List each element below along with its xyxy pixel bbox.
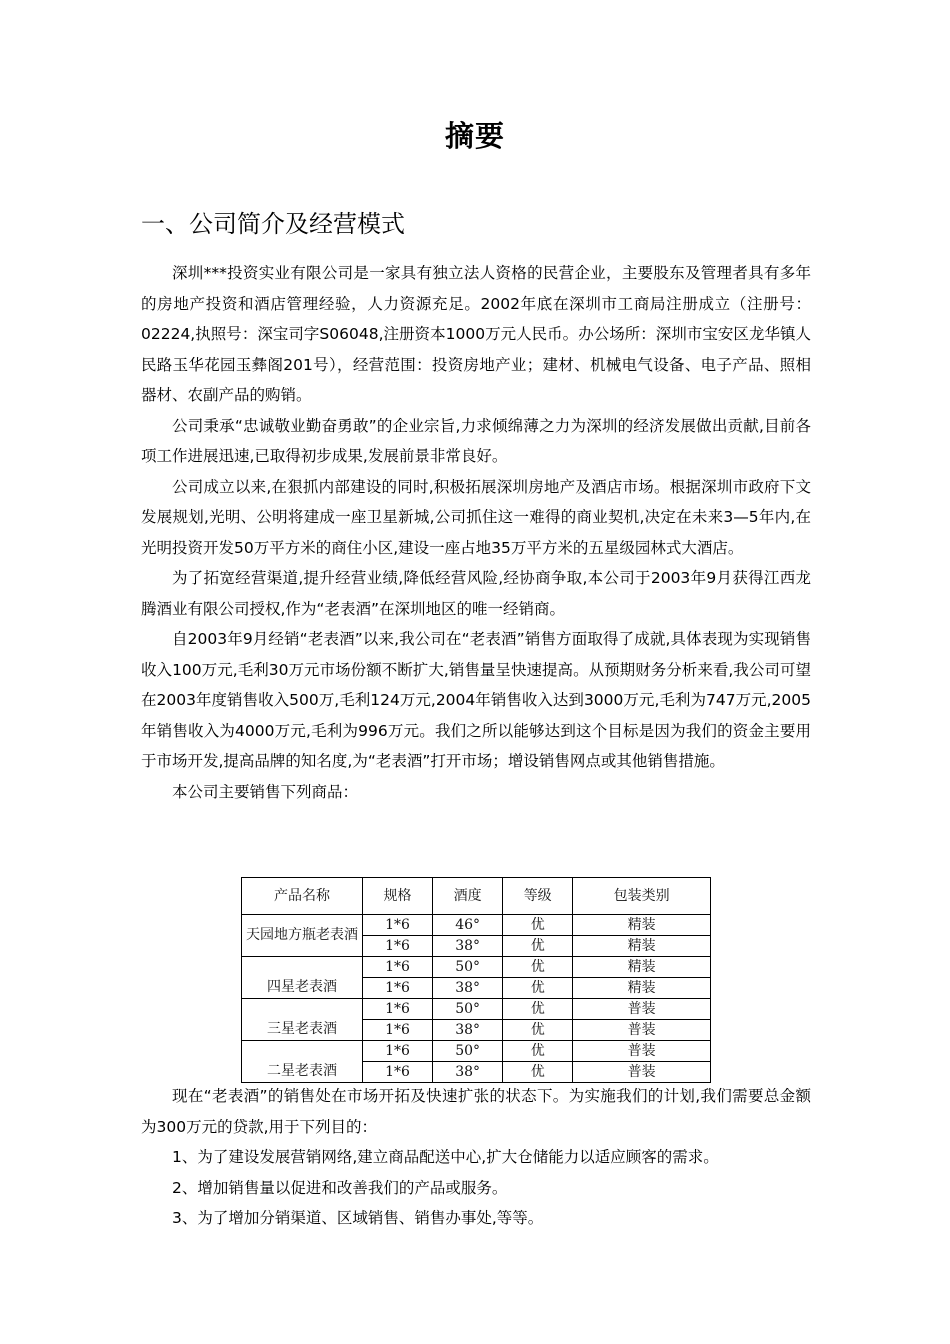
list-item: 1、为了建设发展营销网络,建立商品配送中心,扩大仓储能力以适应顾客的需求。 xyxy=(172,1148,719,1166)
table-cell: 50° xyxy=(433,1041,503,1062)
table-row xyxy=(242,1041,711,1062)
table-cell: 1*6 xyxy=(363,1062,433,1083)
loan-purpose-body xyxy=(141,1081,811,1234)
paragraph: 公司秉承“忠诚敬业勤奋勇敢”的企业宗旨,力求倾绵薄之力为深圳的经济发展做出贡献,目前各项工作进展迅速,已取得初步成果,发展前景非常良好。 xyxy=(141,416,811,465)
table-header-row xyxy=(242,878,711,915)
table-cell: 1*6 xyxy=(363,936,433,957)
column-header: 等级 xyxy=(503,878,573,915)
table-cell: 优 xyxy=(503,978,573,999)
table-row xyxy=(242,999,711,1020)
table-cell: 精装 xyxy=(573,978,711,999)
table-cell: 优 xyxy=(503,915,573,936)
intro-body xyxy=(141,258,811,807)
product-name-cell: 二星老表酒 xyxy=(242,1041,363,1083)
table-cell: 1*6 xyxy=(363,1020,433,1041)
paragraph: 为了拓宽经营渠道,提升经营业绩,降低经营风险,经协商争取,本公司于2003年9月获得江西龙腾酒业有限公司授权,作为“老表酒”在深圳地区的唯一经销商。 xyxy=(141,569,811,618)
table-cell: 普装 xyxy=(573,999,711,1020)
table-cell: 38° xyxy=(433,936,503,957)
table-cell: 普装 xyxy=(573,1062,711,1083)
product-table xyxy=(241,877,711,1083)
table-cell: 38° xyxy=(433,1020,503,1041)
table-cell: 1*6 xyxy=(363,1041,433,1062)
table-cell: 精装 xyxy=(573,915,711,936)
table-cell: 优 xyxy=(503,957,573,978)
table-cell: 46° xyxy=(433,915,503,936)
list-item: 2、增加销售量以促进和改善我们的产品或服务。 xyxy=(172,1178,508,1197)
table-cell: 1*6 xyxy=(363,999,433,1020)
table-cell: 50° xyxy=(433,957,503,978)
paragraph: 深圳***投资实业有限公司是一家具有独立法人资格的民营企业，主要股东及管理者具有多年的房地产投资和酒店管理经验，人力资源充足。2002年底在深圳市工商局注册成立（注册号：02224,执照号：深宝司字S06048,注册资本1000万元人民币。办公场所：深圳市宝安区龙华镇人民路玉华花园玉彝阁201号），经营范围：投资房地产业；建材、机械电气设备、电子产品、照相器材、农副产品的购销。 xyxy=(141,264,811,404)
column-header: 酒度 xyxy=(433,878,503,915)
list-item: 3、为了增加分销渠道、区域销售、销售办事处,等等。 xyxy=(172,1209,544,1227)
paragraph: 自2003年9月经销“老表酒”以来,我公司在“老表酒”销售方面取得了成就,具体表现为实现销售收入100万元,毛利30万元市场份额不断扩大,销售量呈快速提高。从预期财务分析来看,我公司可望在2003年度销售收入500万,毛利124万元,2004年销售收入达到3000万元,毛利为747万元,2005年销售收入为4000万元,毛利为996万元。我们之所以能够达到这个目标是因为我们的资金主要用于市场开发,提高品牌的知名度,为“老表酒”打开市场；增设销售网点或其他销售措施。 xyxy=(141,630,811,770)
table-cell: 优 xyxy=(503,1041,573,1062)
table-cell: 38° xyxy=(433,1062,503,1083)
table-row xyxy=(242,915,711,936)
paragraph: 现在“老表酒”的销售处在市场开拓及快速扩张的状态下。为实施我们的计划,我们需要总金额为300万元的贷款,用于下列目的： xyxy=(141,1087,811,1136)
table-cell: 1*6 xyxy=(363,915,433,936)
table-cell: 精装 xyxy=(573,957,711,978)
table-cell: 1*6 xyxy=(363,978,433,999)
table-cell: 优 xyxy=(503,1020,573,1041)
product-name-cell: 三星老表酒 xyxy=(242,999,363,1041)
table-cell: 1*6 xyxy=(363,957,433,978)
table-cell: 优 xyxy=(503,1062,573,1083)
paragraph: 公司成立以来,在狠抓内部建设的同时,积极拓展深圳房地产及酒店市场。根据深圳市政府下文发展规划,光明、公明将建成一座卫星新城,公司抓住这一难得的商业契机,决定在未来3—5年内,在光明投资开发50万平方米的商住小区,建设一座占地35万平方米的五星级园林式大酒店。 xyxy=(141,477,811,557)
paragraph: 本公司主要销售下列商品： xyxy=(172,782,359,801)
column-header: 产品名称 xyxy=(242,878,363,915)
table-cell: 普装 xyxy=(573,1041,711,1062)
section-heading: 一、公司简介及经营模式 xyxy=(141,210,405,238)
table-cell: 普装 xyxy=(573,1020,711,1041)
table-cell: 优 xyxy=(503,936,573,957)
column-header: 规格 xyxy=(363,878,433,915)
product-name-cell: 天园地方瓶老表酒 xyxy=(242,915,363,957)
table-row xyxy=(242,957,711,978)
column-header: 包装类别 xyxy=(573,878,711,915)
table-cell: 50° xyxy=(433,999,503,1020)
table-cell: 38° xyxy=(433,978,503,999)
table-cell: 优 xyxy=(503,999,573,1020)
product-name-cell: 四星老表酒 xyxy=(242,957,363,999)
table-cell: 精装 xyxy=(573,936,711,957)
page-title: 摘要 xyxy=(444,119,505,153)
